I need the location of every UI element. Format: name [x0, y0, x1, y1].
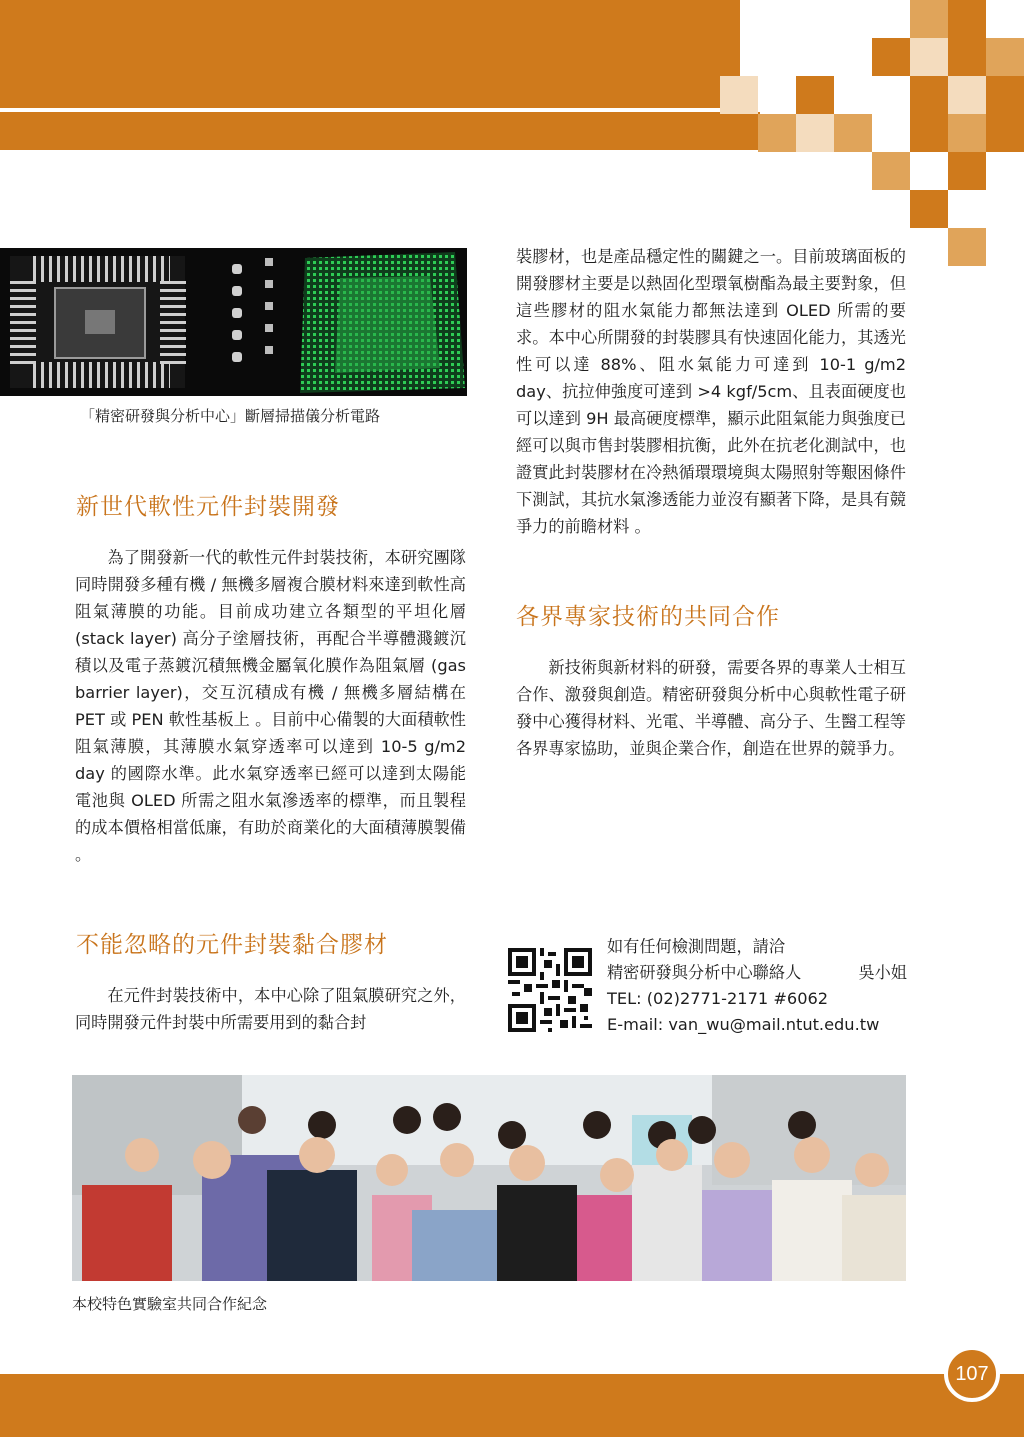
ct-scan-photo: [0, 248, 467, 396]
section2-paragraph: 在元件封裝技術中，本中心除了阻氣膜研究之外，同時開發元件封裝中所需要用到的黏合封: [75, 986, 466, 1032]
contact-person-name: 吳小姐: [858, 963, 907, 982]
header-band-top: [0, 0, 740, 108]
section1-body: [75, 544, 466, 868]
contact-intro: 如有任何檢測問題，請洽: [607, 937, 786, 956]
contact-center-label: 精密研發與分析中心聯絡人: [607, 963, 802, 982]
section2-body: [75, 982, 466, 1036]
photo1-caption: 「精密研發與分析中心」斷層掃描儀分析電路: [80, 407, 381, 425]
contact-email[interactable]: E-mail: van_wu@mail.ntut.edu.tw: [607, 1015, 880, 1034]
contact-person-row: [607, 960, 907, 986]
section2-heading: 不能忽略的元件封裝黏合膠材: [76, 932, 388, 958]
photo2-caption: 本校特色實驗室共同合作紀念: [72, 1295, 268, 1313]
section1-paragraph: 為了開發新一代的軟性元件封裝技術，本研究團隊同時開發多種有機 / 無機多層複合膜材料來達到軟性高阻氣薄膜的功能。目前成功建立各類型的平坦化層 (stack layer) 高分子塗層技術，再配合半導體濺鍍沉積以及電子蒸鍍沉積無機金屬氧化膜作為阻氣層 (gas barrier layer)，交互沉積成有機 / 無機多層結構在 PET 或 PEN 軟性基板上 。目前中心備製的大面積軟性阻氣薄膜，其薄膜水氣穿透率可以達到 10-5 g/m2 day 的國際水準。此水氣穿透率已經可以達到太陽能電池與 OLED 所需之阻水氣滲透率的標準，而且製程的成本價格相當低廉，有助於商業化的大面積薄膜製備 。: [75, 548, 466, 864]
section3-paragraph: 新技術與新材料的研發，需要各界的專業人士相互合作、激發與創造。精密研發與分析中心與軟性電子研發中心獲得材料、光電、半導體、高分子、生醫工程等各界專家協助，並與企業合作，創造在世界的競爭力。: [516, 658, 906, 758]
section1-heading: 新世代軟性元件封裝開發: [76, 494, 340, 520]
contact-phone: TEL: (02)2771-2171 #6062: [607, 989, 829, 1008]
qr-code-icon[interactable]: [508, 948, 592, 1032]
section2-continuation-text: 裝膠材，也是產品穩定性的關鍵之一。目前玻璃面板的開發膠材主要是以熱固化型環氧樹酯為最主要對象，但這些膠材的阻水氣能力都無法達到 OLED 所需的要求。本中心所開發的封裝膠具有快速固化能力，其透光性可以達 88%、阻水氣能力可達到 10-1 g/m2 day、抗拉伸強度可達到 >4 kgf/5cm、且表面硬度也可以達到 9H 最高硬度標準，顯示此阻氣能力與強度已經可以與市售封裝膠相抗衡，此外在抗老化測試中，也證實此封裝膠材在冷熱循環環境與太陽照射等艱困條件下測試，其抗水氣滲透能力並沒有顯著下降，是具有競爭力的前瞻材料 。: [516, 247, 906, 536]
contact-block: [607, 934, 907, 1038]
group-photo: [72, 1075, 906, 1281]
section3-heading: 各界專家技術的共同合作: [516, 604, 780, 630]
header-band-bottom: [0, 112, 760, 150]
section2-continuation: [516, 243, 906, 540]
section3-body: [516, 654, 906, 762]
footer-band: [0, 1374, 1024, 1437]
page-number: 107: [944, 1346, 1000, 1402]
